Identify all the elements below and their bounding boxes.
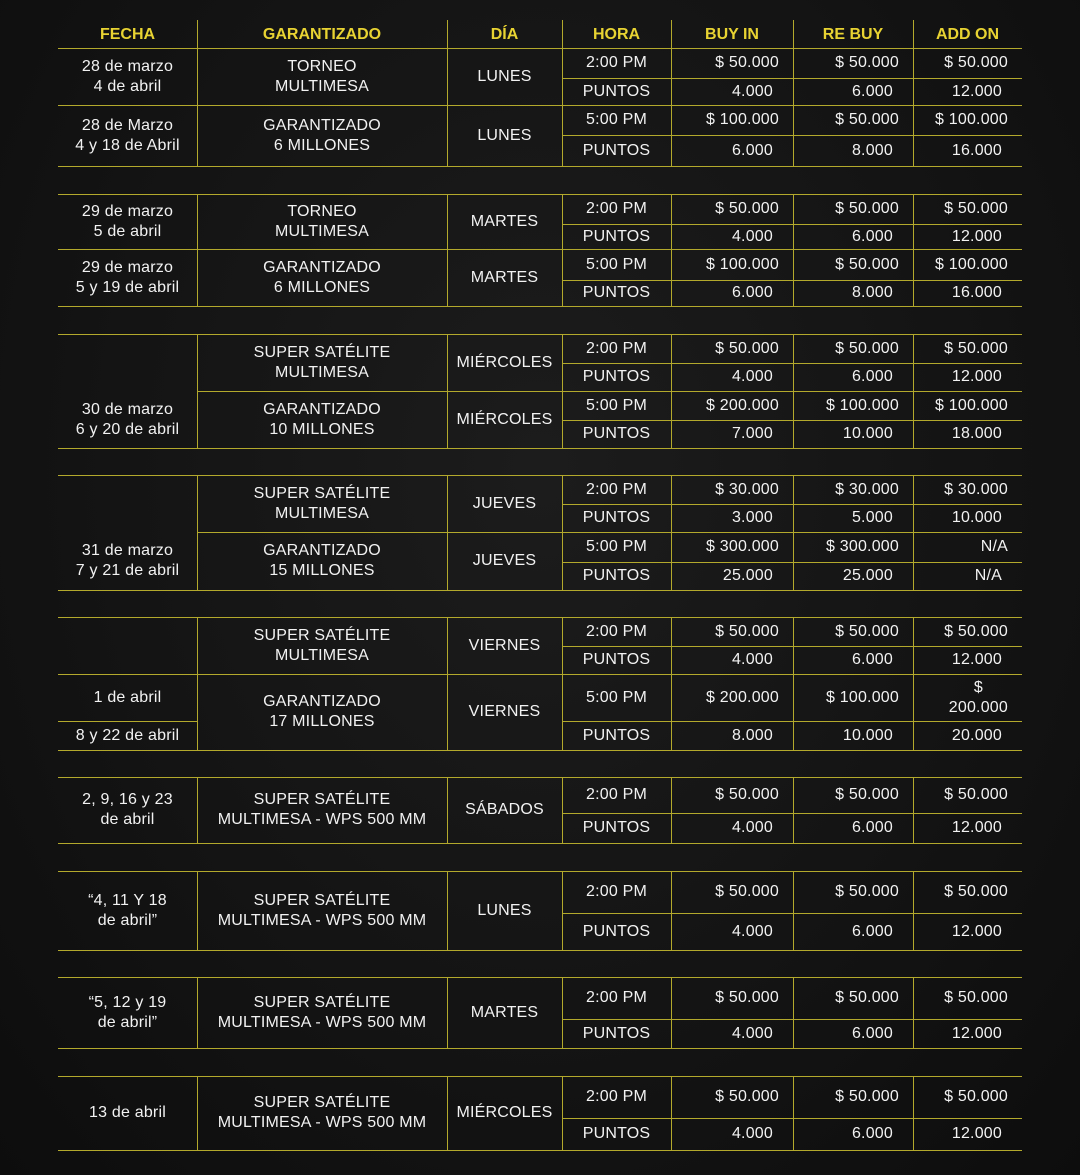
fecha-cell: 8 y 22 de abril: [75, 726, 180, 744]
hora-cell: PUNTOS: [582, 141, 651, 159]
garantizado-cell: SUPER SATÉLITE MULTIMESA: [253, 343, 391, 381]
add-on-cell: $ 50.000: [944, 1088, 1008, 1105]
buy-in-cell: $ 50.000: [715, 786, 779, 803]
re-buy-cell: $ 50.000: [835, 54, 899, 71]
dia-cell: JUEVES: [472, 494, 537, 512]
re-buy-cell: 6.000: [851, 227, 893, 245]
dia-cell: MARTES: [470, 212, 539, 230]
re-buy-cell: 10.000: [842, 726, 893, 744]
hora-cell: PUNTOS: [582, 1024, 651, 1042]
re-buy-cell: 6.000: [851, 368, 893, 385]
buy-in-cell: 4.000: [731, 819, 773, 836]
fecha-cell: “5, 12 y 19 de abril”: [88, 993, 167, 1031]
group-bottom-rule: [58, 843, 1022, 844]
add-on-cell: $ 200.000: [948, 678, 1008, 716]
group-bottom-rule: [58, 950, 1022, 951]
hora-cell: 2:00 PM: [586, 786, 647, 803]
add-on-cell: 12.000: [951, 1125, 1002, 1142]
re-buy-cell: 5.000: [851, 509, 893, 526]
dia-cell: MARTES: [470, 268, 539, 286]
re-buy-cell: 8.000: [851, 284, 893, 301]
add-on-cell: 12.000: [951, 227, 1002, 245]
hora-cell: PUNTOS: [582, 227, 651, 245]
add-on-cell: $ 50.000: [944, 786, 1008, 803]
garantizado-cell: GARANTIZADO 6 MILLONES: [263, 258, 381, 296]
fecha-cell: 30 de marzo 6 y 20 de abril: [75, 400, 180, 438]
group-bottom-rule: [58, 166, 1022, 167]
buy-in-cell: $ 200.000: [706, 396, 779, 414]
add-on-cell: N/A: [974, 567, 1002, 584]
hora-cell: 2:00 PM: [586, 480, 647, 498]
buy-in-cell: $ 50.000: [715, 54, 779, 71]
re-buy-cell: $ 100.000: [826, 396, 899, 414]
garantizado-cell: SUPER SATÉLITE MULTIMESA - WPS 500 MM: [217, 993, 427, 1031]
hora-cell: 2:00 PM: [586, 883, 647, 900]
add-on-cell: $ 100.000: [935, 396, 1008, 414]
column-divider: [562, 20, 563, 48]
buy-in-cell: 7.000: [731, 425, 773, 442]
fecha-cell: 29 de marzo 5 de abril: [81, 202, 174, 240]
hora-cell: 2:00 PM: [586, 200, 647, 217]
hora-cell: PUNTOS: [582, 425, 651, 442]
hora-cell: PUNTOS: [582, 284, 651, 301]
garantizado-cell: GARANTIZADO 10 MILLONES: [263, 400, 381, 438]
buy-in-cell: $ 100.000: [706, 255, 779, 273]
garantizado-cell: GARANTIZADO 15 MILLONES: [263, 542, 381, 579]
dia-cell: LUNES: [477, 901, 532, 919]
re-buy-cell: $ 30.000: [835, 480, 899, 498]
dia-cell: MARTES: [470, 1003, 539, 1021]
buy-in-cell: $ 50.000: [715, 883, 779, 900]
hora-cell: PUNTOS: [582, 368, 651, 385]
re-buy-cell: $ 50.000: [835, 339, 899, 357]
hora-cell: PUNTOS: [582, 509, 651, 526]
hora-cell: 2:00 PM: [586, 1088, 647, 1105]
add-on-cell: 10.000: [951, 509, 1002, 526]
hora-cell: 5:00 PM: [586, 538, 647, 555]
buy-in-cell: $ 200.000: [706, 688, 779, 706]
buy-in-cell: 25.000: [722, 567, 773, 584]
dia-cell: VIERNES: [468, 636, 541, 654]
dia-cell: VIERNES: [468, 703, 541, 720]
buy-in-cell: 3.000: [731, 509, 773, 526]
fecha-cell: “4, 11 Y 18 de abril”: [88, 891, 167, 929]
re-buy-cell: $ 50.000: [835, 622, 899, 640]
hora-cell: PUNTOS: [582, 726, 651, 744]
re-buy-cell: $ 50.000: [835, 1088, 899, 1105]
garantizado-cell: GARANTIZADO 6 MILLONES: [263, 116, 381, 154]
buy-in-cell: 4.000: [731, 651, 773, 668]
group-bottom-rule: [58, 1048, 1022, 1049]
buy-in-cell: 4.000: [731, 227, 773, 245]
re-buy-cell: $ 50.000: [835, 200, 899, 217]
add-on-cell: $ 50.000: [944, 339, 1008, 357]
fecha-cell: 2, 9, 16 y 23 de abril: [82, 791, 173, 828]
garantizado-cell: SUPER SATÉLITE MULTIMESA - WPS 500 MM: [217, 791, 427, 828]
buy-in-cell: 4.000: [731, 82, 773, 100]
hora-cell: PUNTOS: [582, 922, 651, 940]
re-buy-cell: $ 50.000: [835, 786, 899, 803]
add-on-cell: $ 50.000: [944, 200, 1008, 217]
re-buy-cell: 6.000: [851, 82, 893, 100]
re-buy-cell: 6.000: [851, 651, 893, 668]
re-buy-cell: $ 50.000: [835, 111, 899, 128]
add-on-cell: 12.000: [951, 1024, 1002, 1042]
buy-in-cell: $ 50.000: [715, 622, 779, 640]
buy-in-cell: 8.000: [731, 726, 773, 744]
add-on-cell: 12.000: [951, 819, 1002, 836]
buy-in-cell: 4.000: [731, 1125, 773, 1142]
column-divider: [447, 20, 448, 48]
column-divider: [793, 20, 794, 48]
header-garantizado: GARANTIZADO: [262, 26, 382, 43]
group-bottom-rule: [58, 590, 1022, 591]
header-buy-in: BUY IN: [705, 26, 759, 43]
re-buy-cell: 6.000: [851, 1125, 893, 1142]
fecha-cell: 1 de abril: [93, 688, 162, 706]
re-buy-cell: $ 300.000: [826, 538, 899, 555]
dia-cell: MIÉRCOLES: [456, 1104, 553, 1121]
buy-in-cell: $ 50.000: [715, 989, 779, 1006]
re-buy-cell: 10.000: [842, 425, 893, 442]
add-on-cell: $ 100.000: [935, 111, 1008, 128]
buy-in-cell: $ 100.000: [706, 111, 779, 128]
fecha-cell: 28 de Marzo 4 y 18 de Abril: [75, 116, 180, 154]
hora-cell: 2:00 PM: [586, 622, 647, 640]
fecha-cell: 28 de marzo 4 de abril: [81, 57, 174, 95]
header-re-buy: RE BUY: [822, 26, 884, 43]
buy-in-cell: $ 300.000: [706, 538, 779, 555]
group-bottom-rule: [58, 750, 1022, 751]
add-on-cell: N/A: [980, 538, 1008, 555]
hora-cell: PUNTOS: [582, 1125, 651, 1142]
re-buy-cell: $ 50.000: [835, 883, 899, 900]
re-buy-cell: $ 100.000: [826, 688, 899, 706]
hora-cell: PUNTOS: [582, 819, 651, 836]
hora-cell: 2:00 PM: [586, 989, 647, 1006]
hora-cell: 5:00 PM: [586, 396, 647, 414]
header-dia: DÍA: [490, 26, 519, 43]
hora-cell: 5:00 PM: [586, 111, 647, 128]
dia-cell: MIÉRCOLES: [456, 353, 553, 371]
re-buy-cell: 8.000: [851, 141, 893, 159]
buy-in-cell: $ 50.000: [715, 200, 779, 217]
add-on-cell: 16.000: [951, 141, 1002, 159]
add-on-cell: $ 50.000: [944, 989, 1008, 1006]
group-bottom-rule: [58, 448, 1022, 449]
group-bottom-rule: [58, 1150, 1022, 1151]
add-on-cell: 12.000: [951, 82, 1002, 100]
dia-cell: MIÉRCOLES: [456, 410, 553, 428]
buy-in-cell: 4.000: [731, 1024, 773, 1042]
garantizado-cell: TORNEO MULTIMESA: [275, 57, 369, 95]
garantizado-cell: SUPER SATÉLITE MULTIMESA: [253, 484, 391, 522]
add-on-cell: $ 50.000: [944, 54, 1008, 71]
re-buy-cell: 25.000: [842, 567, 893, 584]
buy-in-cell: 6.000: [731, 284, 773, 301]
fecha-cell: 31 de marzo 7 y 21 de abril: [75, 542, 180, 579]
dia-cell: LUNES: [477, 67, 532, 85]
column-divider: [913, 20, 914, 48]
hora-cell: 5:00 PM: [586, 255, 647, 273]
hora-cell: 5:00 PM: [586, 688, 647, 706]
buy-in-cell: $ 30.000: [715, 480, 779, 498]
add-on-cell: 12.000: [951, 368, 1002, 385]
garantizado-cell: TORNEO MULTIMESA: [275, 202, 369, 240]
dia-cell: LUNES: [477, 126, 532, 144]
re-buy-cell: $ 50.000: [835, 255, 899, 273]
garantizado-cell: SUPER SATÉLITE MULTIMESA - WPS 500 MM: [217, 891, 427, 929]
add-on-cell: 18.000: [951, 425, 1002, 442]
buy-in-cell: $ 50.000: [715, 339, 779, 357]
re-buy-cell: 6.000: [851, 819, 893, 836]
garantizado-cell: SUPER SATÉLITE MULTIMESA: [253, 626, 391, 664]
hora-cell: 2:00 PM: [586, 54, 647, 71]
re-buy-cell: $ 50.000: [835, 989, 899, 1006]
fecha-cell: 29 de marzo 5 y 19 de abril: [75, 258, 180, 296]
add-on-cell: 16.000: [951, 284, 1002, 301]
header-add-on: ADD ON: [935, 26, 1000, 43]
buy-in-cell: $ 50.000: [715, 1088, 779, 1105]
add-on-cell: 20.000: [951, 726, 1002, 744]
hora-cell: PUNTOS: [582, 567, 651, 584]
re-buy-cell: 6.000: [851, 922, 893, 940]
header-fecha: FECHA: [99, 26, 156, 43]
add-on-cell: 12.000: [951, 651, 1002, 668]
buy-in-cell: 4.000: [731, 368, 773, 385]
add-on-cell: $ 100.000: [935, 255, 1008, 273]
dia-cell: JUEVES: [472, 552, 537, 569]
group-bottom-rule: [58, 306, 1022, 307]
fecha-cell: 13 de abril: [89, 1104, 166, 1121]
add-on-cell: 12.000: [951, 922, 1002, 940]
buy-in-cell: 6.000: [731, 141, 773, 159]
garantizado-cell: GARANTIZADO 17 MILLONES: [263, 693, 381, 730]
hora-cell: PUNTOS: [582, 82, 651, 100]
add-on-cell: $ 50.000: [944, 622, 1008, 640]
garantizado-cell: SUPER SATÉLITE MULTIMESA - WPS 500 MM: [217, 1094, 427, 1131]
hora-cell: 2:00 PM: [586, 339, 647, 357]
header-hora: HORA: [592, 26, 641, 43]
re-buy-cell: 6.000: [851, 1024, 893, 1042]
column-divider: [671, 20, 672, 48]
column-divider: [197, 20, 198, 48]
hora-cell: PUNTOS: [582, 651, 651, 668]
add-on-cell: $ 30.000: [944, 480, 1008, 498]
dia-cell: SÁBADOS: [465, 801, 544, 818]
add-on-cell: $ 50.000: [944, 883, 1008, 900]
buy-in-cell: 4.000: [731, 922, 773, 940]
